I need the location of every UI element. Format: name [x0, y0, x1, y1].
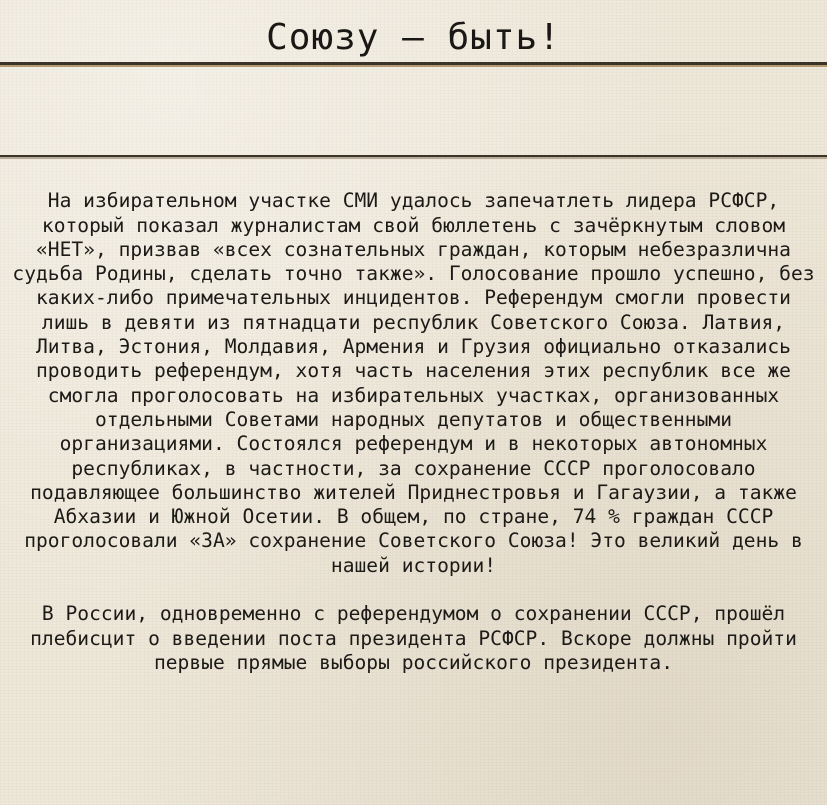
article-paragraph: В России, одновременно с референдумом о сохранении СССР, прошёл плебисцит о введении поста президента РСФСР. Вскоре должны пройти первые прямые выборы российского президента.: [30, 602, 797, 674]
article-divider: [0, 155, 827, 159]
headline-divider: [0, 62, 827, 67]
headline: Союзу — быть!: [266, 17, 561, 58]
article-body: [10, 165, 817, 700]
article-paragraph: На избирательном участке СМИ удалось запечатлеть лидера РСФСР, который показал журналистам свой бюллетень с зачёркнутым словом «НЕТ», призвав «всех сознательных граждан, которым небезразлична судьба Родины, сделать точно также». Голосование прошло успешно, без каких-либо примечательных инцидентов. Референдум смогли провести лишь в девяти из пятнадцати республик Советского Союза. Латвия, Литва, Эстония, Молдавия, Армения и Грузия официально отказались проводить референдум, хотя часть населения этих республик все же смогла проголосовать на избирательных участках, организованных отдельными Советами народных депутатов и общественными организациями. Состоялся референдум и в некоторых автономных республиках, в частности, за сохранение СССР проголосовало подавляющее большинство жителей Приднестровья и Гагаузии, а также Абхазии и Южной Осетии. В общем, по стране, 74 % граждан СССР проголосовали «ЗА» сохранение Советского Союза! Это великий день в нашей истории!: [12, 189, 815, 577]
